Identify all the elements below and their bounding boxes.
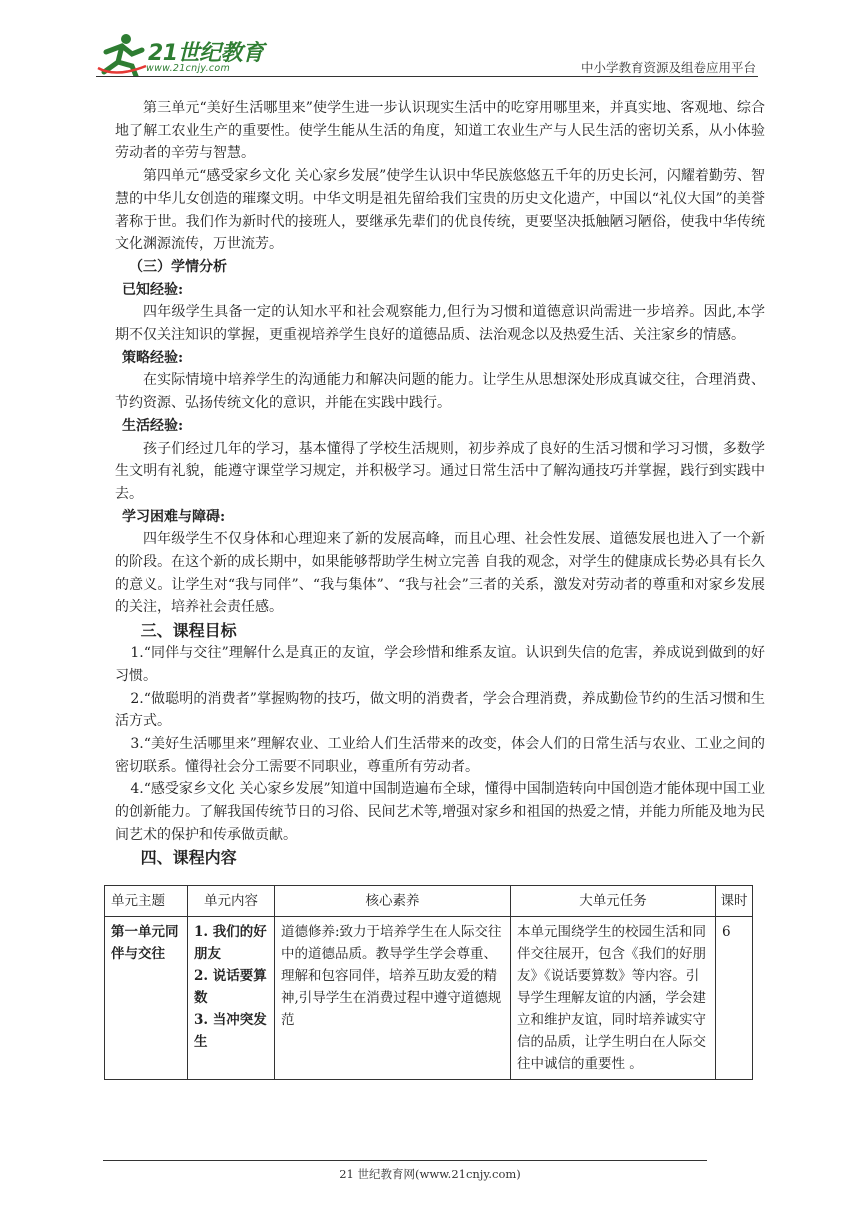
course-goals-heading: 三、课程目标 — [140, 621, 237, 641]
goal-item: 4.“感受家乡文化 关心家乡发展”知道中国制造遍布全球，懂得中国制造转向中国创造才能体现中国工业的创新能力。了解我国传统节日的习俗、民间艺术等,增强对家乡和祖国的热爱之情，并能力所能及地为民间艺术的保护和传承做贡献。 — [115, 781, 765, 843]
column-header-unit-task: 大单元任务 — [511, 886, 716, 917]
unit-content-cell — [188, 917, 275, 1080]
learning-analysis-heading: （三）学情分析 — [129, 258, 227, 275]
unit-theme-cell: 第一单元同伴与交往 — [105, 917, 188, 1080]
page-header — [96, 32, 758, 78]
life-experience-label: 生活经验: — [122, 417, 184, 434]
unit-task-cell: 本单元围绕学生的校园生活和同伴交往展开，包含《我们的好朋友》《说话要算数》等内容。引导学生理解友谊的内涵，学会建立和维护友谊，同时培养诚实守信的品质，让学生明白在人际交往中诚信的重要性 。 — [511, 917, 716, 1080]
core-literacy-cell: 道德修养:致力于培养学生在人际交往中的道德品质。教导学生学会尊重、理解和包容同伴，培养互助友爱的精神,引导学生在消费过程中遵守道德规范 — [275, 917, 511, 1080]
hours-cell: 6 — [716, 917, 753, 1080]
column-header-unit-content: 单元内容 — [188, 886, 275, 917]
lesson-item: 3. 当冲突发生 — [194, 1012, 267, 1050]
table-header-row — [105, 886, 753, 917]
runner-logo-icon — [96, 32, 148, 76]
goal-item: 3.“美好生活哪里来”理解农业、工业给人们生活带来的改变，体会人们的日常生活与农业、工业之间的密切联系。懂得社会分工需要不同职业，尊重所有劳动者。 — [115, 735, 765, 775]
prior-experience-text: 四年级学生具备一定的认知水平和社会观察能力,但行为习惯和道德意识尚需进一步培养。因此,本学期不仅关注知识的掌握，更重视培养学生良好的道德品质、法治观念以及热爱生活、关注家乡的情感。 — [115, 304, 765, 344]
unit4-paragraph: 第四单元“感受家乡文化 关心家乡发展”使学生认识中华民族悠悠五千年的历史长河，闪耀着勤劳、智慧的中华儿女创造的璀璨文明。中华文明是祖先留给我们宝贵的历史文化遗产，中国以“礼仪大国”的美誉著称于世。我们作为新时代的接班人，要继承先辈们的优良传统，更要坚决抵触陋习陋俗，使我中华传统文化渊源流传，万世流芳。 — [115, 168, 765, 253]
goal-item: 2.“做聪明的消费者”掌握购物的技巧，做文明的消费者，学会合理消费，养成勤俭节约的生活习惯和生活方式。 — [115, 690, 765, 730]
column-header-unit-theme: 单元主题 — [105, 886, 188, 917]
column-header-core-literacy: 核心素养 — [275, 886, 511, 917]
life-experience-text: 孩子们经过几年的学习，基本懂得了学校生活规则，初步养成了良好的生活习惯和学习习惯，多数学生文明有礼貌，能遵守课堂学习规定，并积极学习。通过日常生活中了解沟通技巧并掌握，践行到实践中去。 — [115, 440, 765, 502]
column-header-hours: 课时 — [716, 886, 753, 917]
unit3-paragraph: 第三单元“美好生活哪里来”使学生进一步认识现实生活中的吃穿用哪里来，并真实地、客观地、综合地了解工农业生产的重要性。使学生能从生活的角度，知道工农业生产与人民生活的密切关系，从小体验劳动者的辛劳与智慧。 — [115, 100, 765, 162]
prior-experience-label: 已知经验: — [122, 281, 184, 298]
platform-name: 中小学教育资源及组卷应用平台 — [580, 60, 756, 75]
lesson-item: 2. 说话要算数 — [194, 968, 267, 1006]
logo — [96, 32, 266, 78]
course-content-heading: 四、课程内容 — [140, 847, 237, 867]
difficulty-label: 学习困难与障碍: — [122, 508, 226, 525]
document-body — [115, 97, 765, 869]
strategy-experience-label: 策略经验: — [122, 349, 184, 366]
lesson-item: 1. 我们的好朋友 — [194, 924, 267, 962]
logo-url: www.21cnjy.com — [146, 63, 231, 74]
page-footer: 21 世纪教育网(www.21cnjy.com) — [339, 1167, 521, 1181]
difficulty-text: 四年级学生不仅身体和心理迎来了新的发展高峰，而且心理、社会性发展、道德发展也进入了一个新的阶段。在这个新的成长期中，如果能够帮助学生树立完善 自我的观念，对学生的健康成长势必具有长久的意义。让学生对“我与同伴”、“我与集体”、“我与社会”三者的关系，激发对劳动者的尊重和对家乡发展的关注，培养社会责任感。 — [115, 531, 765, 616]
strategy-experience-text: 在实际情境中培养学生的沟通能力和解决问题的能力。让学生从思想深处形成真诚交往，合理消费、节约资源、弘扬传统文化的意识，并能在实践中践行。 — [115, 372, 765, 412]
logo-text: 21世纪教育 — [148, 41, 264, 66]
table-row — [105, 917, 753, 1080]
footer-divider — [103, 1160, 707, 1161]
header-divider — [96, 76, 758, 77]
course-content-table — [104, 885, 753, 1080]
goal-item: 1.“同伴与交往”理解什么是真正的友谊，学会珍惜和维系友谊。认识到失信的危害，养成说到做到的好习惯。 — [115, 645, 765, 684]
